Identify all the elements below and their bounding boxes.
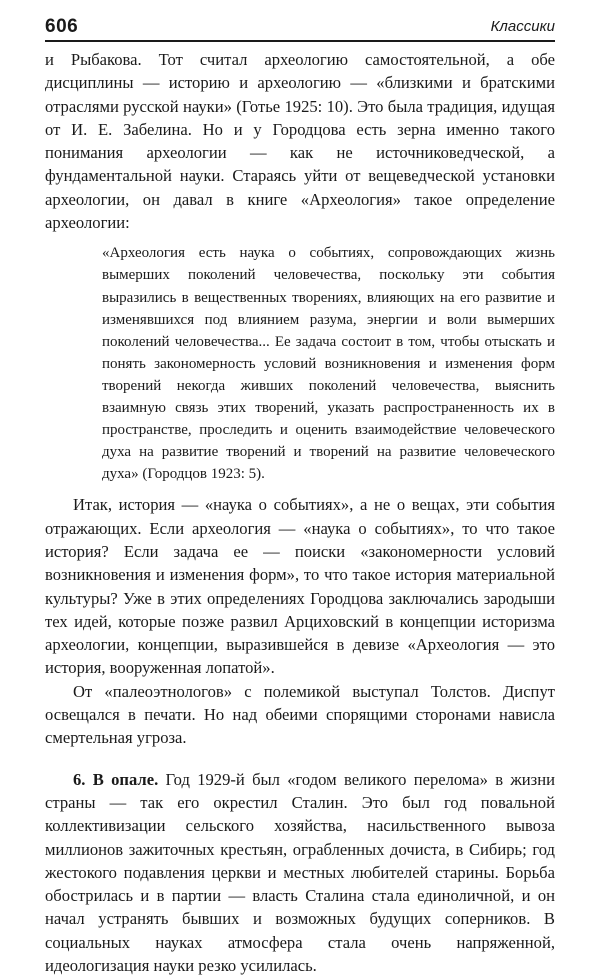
paragraph: От «палеоэтнологов» с полемикой выступал Толстов. Диспут освещался в печати. Но над обеими спорящими сторонами нависла смертельная угроза. [45, 681, 555, 748]
section-text: Год 1929-й был «годом великого перелома» в жизни страны — так его окрестил Сталин. Это был год повальной коллективизации сельского хозяйства, насильственного вывоза миллионов зажиточных крестьян, ограбленных дочиста, в Сибирь; год жестокого подавления церкви и местных любителей старины. Борьба обострилась и в партии — власть Сталина стала единоличной, и он начал устранять бывших и возможных будущих соперников. В социальных науках атмосфера стала очень напряженной, идеологизация науки резко усилилась. [45, 769, 555, 976]
page-number: 606 [45, 16, 79, 37]
section-heading: 6. В опале. [73, 769, 159, 789]
page-body [45, 48, 555, 977]
paragraph: Итак, история — «наука о событиях», а не о вещах, эти события отражающих. Если археология — «наука о событиях», то что такое история? Если задача ее — поиски «закономерности условий возникновения и изменения форм», то что такое история материальной культуры? Уже в этих определениях Городцова заключались зародыши тех идей, которые позже развил Арциховский в концепции историзма археологии, концепции, выразившейся в девизе «Археология — это история, вооруженная лопатой». [45, 495, 555, 678]
running-title: Классики [490, 18, 555, 35]
block-quote: «Археология есть наука о событиях, сопровождающих жизнь вымерших поколений человечества, поскольку эти события выразились в вещественных творениях, влияющих на его развитие и изменявшихся под влиянием разума, энергии и воли вымерших поколений человечества... Ее задача состоит в том, чтобы отыскать и понять закономерность условий возникновения и изменения форм творений некогда живших поколений человечества, выяснить взаимную связь этих творений, указать распространенность их в пространстве, проследить и оценить взаимодействие человеческого духа на развитие творений и творений на развитие человеческого духа» (Городцов 1923: 5). [102, 245, 555, 483]
paragraph-continued: и Рыбакова. Тот считал археологию самостоятельной, а обе дисциплины — историю и археологию — «близкими и братскими отраслями русской науки» (Готье 1925: 10). Это была традиция, идущая от И. Е. Забелина. Но и у Городцова есть зерна именно такого понимания археологии — как не источниковедческой, а фундаментальной науки. Стараясь уйти от вещеведческой установки археологии, он давал в книге «Археология» такое определение археологии: [45, 50, 555, 233]
section-paragraph [45, 768, 555, 977]
page-header [45, 10, 555, 42]
